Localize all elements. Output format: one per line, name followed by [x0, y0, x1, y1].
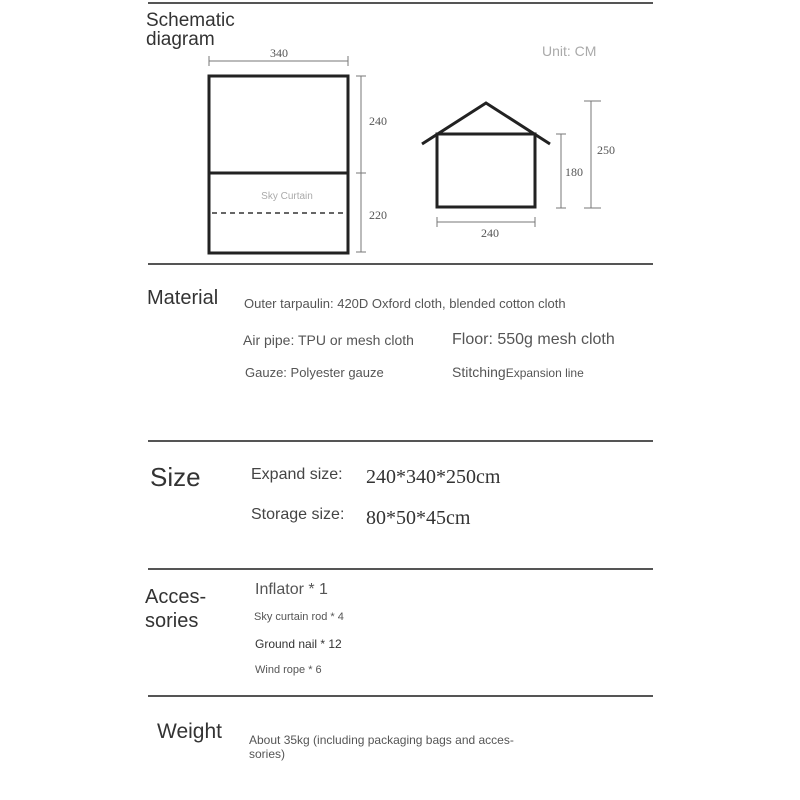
total-height-label: 250: [597, 143, 615, 157]
accessory-item: Sky curtain rod * 4: [254, 611, 344, 623]
storage-size-value: 80*50*45cm: [366, 507, 471, 529]
storage-size-label: Storage size:: [251, 506, 345, 523]
divider: [148, 695, 653, 697]
divider: [148, 440, 653, 442]
top-width-label: 340: [270, 46, 288, 60]
schematic-title-line1: Schematic: [146, 10, 235, 31]
roof-line: [422, 103, 550, 144]
expansion-line-label: Expansion line: [505, 366, 584, 380]
schematic-title-line2: diagram: [146, 29, 215, 50]
unit-label: Unit: CM: [542, 43, 597, 59]
divider: [148, 263, 653, 265]
accessories-title-line1: Acces-: [145, 586, 207, 608]
material-gauze: Gauze: Polyester gauze: [245, 365, 384, 380]
weight-title: Weight: [157, 720, 222, 743]
upper-height-label: 240: [369, 114, 387, 128]
expand-size-label: Expand size:: [251, 466, 343, 483]
side-view: [422, 101, 615, 240]
accessory-item: Ground nail * 12: [255, 637, 342, 651]
material-air-pipe: Air pipe: TPU or mesh cloth: [243, 332, 414, 348]
weight-value-line1: About 35kg (including packaging bags and acces-: [249, 733, 514, 747]
material-outer: Outer tarpaulin: 420D Oxford cloth, blended cotton cloth: [244, 296, 566, 311]
size-title: Size: [150, 462, 201, 492]
tent-body-rect: [209, 76, 348, 173]
sky-curtain-label: Sky Curtain: [261, 191, 313, 202]
stitching-label: Stitching: [452, 364, 506, 380]
lower-height-label: 220: [369, 208, 387, 222]
eave-height-label: 180: [565, 165, 583, 179]
side-width-label: 240: [481, 226, 499, 240]
top-view: [209, 46, 387, 253]
accessories-title: [145, 585, 206, 633]
accessory-item: Inflator * 1: [255, 581, 328, 598]
schematic-diagram: [0, 0, 800, 270]
material-floor: Floor: 550g mesh cloth: [452, 331, 615, 348]
accessory-item: Wind rope * 6: [255, 664, 322, 676]
weight-value: [249, 733, 514, 761]
material-stitching: [452, 364, 584, 380]
house-body: [437, 134, 535, 207]
expand-size-value: 240*340*250cm: [366, 466, 501, 488]
material-title: Material: [147, 287, 219, 309]
accessories-title-line2: sories: [145, 610, 199, 632]
weight-value-line2: sories): [249, 747, 286, 761]
divider: [148, 568, 653, 570]
